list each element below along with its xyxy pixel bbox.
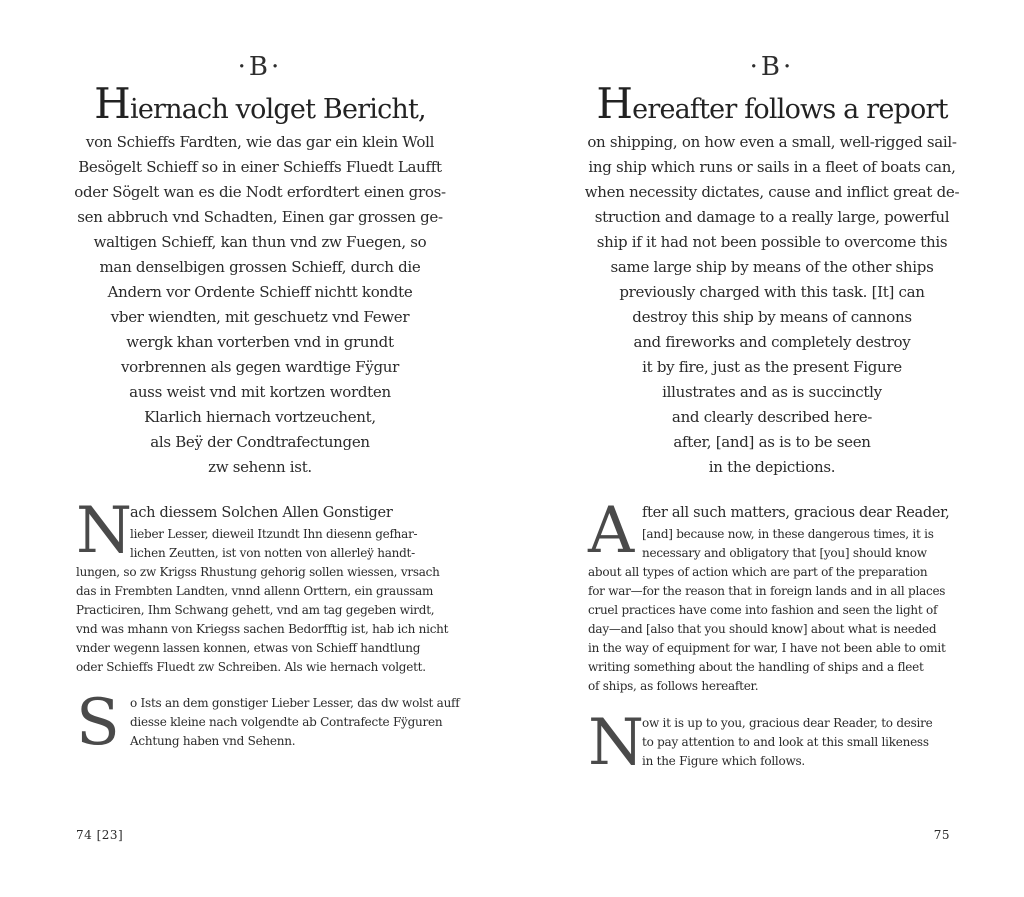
- heading-line: zw sehenn ist.: [208, 458, 312, 476]
- heading-line: Besögelt Schieff so in einer Schieffs Fluedt Laufft: [78, 158, 442, 176]
- left-page: [60, 0, 460, 897]
- page-number: 75: [933, 828, 950, 842]
- heading-text: iernach volget Bericht,: [129, 94, 426, 125]
- drop-capital: A: [588, 494, 635, 568]
- paragraph-line: writing something about the handling of ships and a fleet: [588, 660, 924, 674]
- paragraph-line: lichen Zeutten, ist von notten von allerleÿ handt-: [130, 546, 415, 560]
- heading-line: waltigen Schieff, kan thun vnd zw Fuegen, so: [93, 233, 427, 251]
- heading-line: Andern vor Ordente Schieff nichtt kondte: [107, 283, 413, 301]
- heading-line: previously charged with this task. [It] can: [619, 283, 925, 301]
- paragraph-line: cruel practices have come into fashion and seen the light of: [588, 603, 938, 617]
- drop-capital: S: [76, 686, 120, 760]
- paragraph-line: to pay attention to and look at this small likeness: [642, 735, 929, 749]
- heading-capital: H: [596, 79, 633, 128]
- title-block: [572, 79, 972, 480]
- heading-line: same large ship by means of the other ships: [610, 258, 934, 276]
- heading-body: [572, 130, 972, 480]
- page-number: 74 [23]: [76, 828, 124, 842]
- heading-line: destroy this ship by means of cannons: [632, 308, 912, 326]
- paragraph-line: ach diessem Solchen Allen Gonstiger: [130, 505, 393, 521]
- heading-line: Klarlich hiernach vortzeuchent,: [144, 408, 376, 426]
- paragraph-line: lieber Lesser, dieweil Itzundt Ihn diesenn gefhar-: [130, 527, 418, 541]
- paragraph-line: oder Schieffs Fluedt zw Schreiben. Als wie hernach volgett.: [76, 660, 426, 674]
- heading-line: wergk khan vorterben vnd in grundt: [126, 333, 394, 351]
- heading-text: ereafter follows a report: [632, 94, 948, 125]
- heading-line: sen abbruch vnd Schadten, Einen gar grossen ge-: [77, 208, 443, 226]
- drop-capital: N: [588, 706, 644, 780]
- paragraph: [76, 494, 460, 677]
- heading-line: in the depictions.: [708, 458, 836, 476]
- heading-line: ing ship which runs or sails in a fleet of boats can,: [588, 158, 956, 176]
- section-letter: ·B·: [237, 52, 283, 82]
- paragraph-line: das in Frembten Landten, vnnd allenn Orttern, ein graussam: [76, 584, 434, 598]
- heading-line: it by fire, just as the present Figure: [642, 358, 902, 376]
- paragraph-line: Achtung haben vnd Sehenn.: [130, 734, 296, 748]
- paragraph-line: of ships, as follows hereafter.: [588, 679, 759, 693]
- heading: [60, 79, 460, 130]
- heading-line: vorbrennen als gegen wardtige Fÿgur: [121, 358, 399, 376]
- heading-line: after, [and] as is to be seen: [673, 433, 871, 451]
- right-page: [572, 0, 972, 897]
- title-block: [60, 79, 460, 480]
- paragraph-line: in the way of equipment for war, I have not been able to omit: [588, 641, 946, 655]
- heading-line: als Beÿ der Condtrafectungen: [150, 433, 370, 451]
- heading-line: when necessity dictates, cause and inflict great de-: [584, 183, 960, 201]
- paragraph-line: ow it is up to you, gracious dear Reader, to desire: [642, 716, 933, 730]
- paragraph-line: about all types of action which are part of the preparation: [588, 565, 928, 579]
- paragraph: [76, 686, 460, 760]
- heading-line: and fireworks and completely destroy: [633, 333, 911, 351]
- heading-body: [60, 130, 460, 480]
- paragraph-line: day—and [also that you should know] about what is needed: [588, 622, 937, 636]
- heading-capital: H: [94, 79, 130, 128]
- heading-line: auss weist vnd mit kortzen wordten: [129, 383, 391, 401]
- paragraph: [588, 494, 972, 696]
- heading-line: oder Sögelt wan es die Nodt erfordtert einen gros-: [74, 183, 446, 201]
- paragraph-line: vnder wegenn lassen konnen, etwas von Schieff handtlung: [76, 641, 421, 655]
- heading-line: man denselbigen grossen Schieff, durch die: [99, 258, 421, 276]
- heading-line: von Schieffs Fardten, wie das gar ein klein Woll: [85, 133, 435, 151]
- paragraph-line: diesse kleine nach volgendte ab Contrafecte Fÿguren: [130, 715, 443, 729]
- paragraph-line: necessary and obligatory that [you] should know: [642, 546, 927, 560]
- paragraph-line: Practiciren, Ihm Schwang gehett, vnd am tag gegeben wirdt,: [76, 603, 435, 617]
- heading-line: on shipping, on how even a small, well-rigged sail-: [587, 133, 957, 151]
- heading-line: struction and damage to a really large, powerful: [594, 208, 950, 226]
- paragraph: [588, 706, 972, 780]
- heading-line: illustrates and as is succinctly: [662, 383, 882, 401]
- paragraph-line: lungen, so zw Krigss Rhustung gehorig sollen wiessen, vrsach: [76, 565, 440, 579]
- heading: [572, 79, 972, 130]
- drop-capital: N: [76, 494, 132, 568]
- paragraph-line: for war—for the reason that in foreign lands and in all places: [588, 584, 946, 598]
- paragraph-line: fter all such matters, gracious dear Reader,: [642, 505, 950, 521]
- paragraph-line: vnd was mhann von Kriegss sachen Bedorfftig ist, hab ich nicht: [76, 622, 449, 636]
- heading-line: and clearly described here-: [671, 408, 873, 426]
- heading-line: ship if it had not been possible to overcome this: [596, 233, 948, 251]
- paragraph-line: [and] because now, in these dangerous times, it is: [642, 527, 934, 541]
- paragraph-line: o Ists an dem gonstiger Lieber Lesser, das dw wolst auff: [130, 696, 460, 710]
- heading-line: vber wiendten, mit geschuetz vnd Fewer: [110, 308, 410, 326]
- paragraph-line: in the Figure which follows.: [642, 754, 805, 768]
- section-letter: ·B·: [749, 52, 795, 82]
